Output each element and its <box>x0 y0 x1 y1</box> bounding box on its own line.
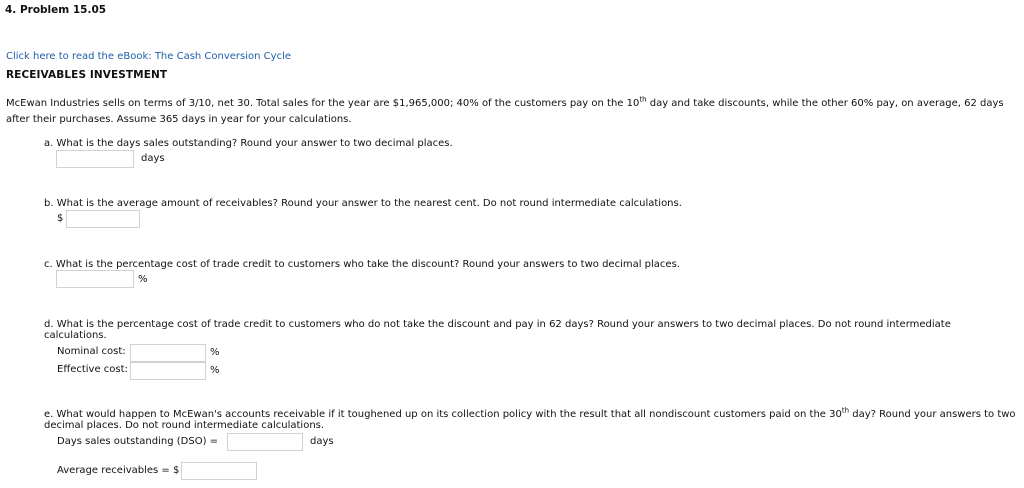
average-receivables-label: Average receivables = $ <box>57 465 180 476</box>
dso-label: Days sales outstanding (DSO) = <box>57 436 219 447</box>
problem-title: 4. Problem 15.05 <box>5 4 107 16</box>
intro-text-1: McEwan Industries sells on terms of 3/10, net 30. Total sales for the year are $1,965,000; 40% of the customers pay on the 10 <box>6 98 640 109</box>
nominal-cost-input[interactable] <box>130 344 206 362</box>
question-c-text: c. What is the percentage cost of trade credit to customers who take the discount? Round your answers to two decimal places. <box>44 259 680 270</box>
question-a-unit: days <box>141 153 165 164</box>
effective-cost-unit: % <box>210 365 220 376</box>
question-d-text-content: d. What is the percentage cost of trade credit to customers who do not take the discount and pay in 62 days? Round your answers to two decimal places. Do not round intermediate calculations. <box>44 319 951 341</box>
discount-cost-input[interactable] <box>56 270 134 288</box>
question-e-text-2: day? Round your answers to two decimal places. Do not round intermediate calculations. <box>44 409 1016 431</box>
question-e-sup: th <box>841 406 850 415</box>
nominal-cost-unit: % <box>210 347 220 358</box>
effective-cost-label: Effective cost: <box>57 364 128 375</box>
ebook-link[interactable]: Click here to read the eBook: The Cash Conversion Cycle <box>6 51 291 62</box>
intro-sup: th <box>639 95 647 104</box>
effective-cost-input[interactable] <box>130 362 206 380</box>
question-a-text: a. What is the days sales outstanding? Round your answer to two decimal places. <box>44 138 453 149</box>
dso-unit: days <box>310 436 334 447</box>
question-b-dollar: $ <box>57 213 64 224</box>
nominal-cost-label: Nominal cost: <box>57 346 126 357</box>
question-e-text-1: e. What would happen to McEwan's accounts receivable if it toughened up on its collection policy with the result that all nondiscount customers paid on the 30 <box>44 409 842 420</box>
section-heading: RECEIVABLES INVESTMENT <box>6 69 168 81</box>
question-b-text: b. What is the average amount of receivables? Round your answer to the nearest cent. Do not round intermediate calculations. <box>44 198 682 209</box>
problem-intro <box>6 96 1016 127</box>
new-dso-input[interactable] <box>227 433 303 451</box>
question-e-text <box>44 406 1019 431</box>
question-d-text <box>44 319 1014 341</box>
dso-answer-input[interactable] <box>56 150 134 168</box>
receivables-answer-input[interactable] <box>66 210 140 228</box>
question-c-unit: % <box>138 274 148 285</box>
intro-text-2: day and take discounts, while the other 60% pay, on average, 62 days after their purchases. Assume 365 days in year for your calculations. <box>6 98 1004 125</box>
new-receivables-input[interactable] <box>181 462 257 480</box>
